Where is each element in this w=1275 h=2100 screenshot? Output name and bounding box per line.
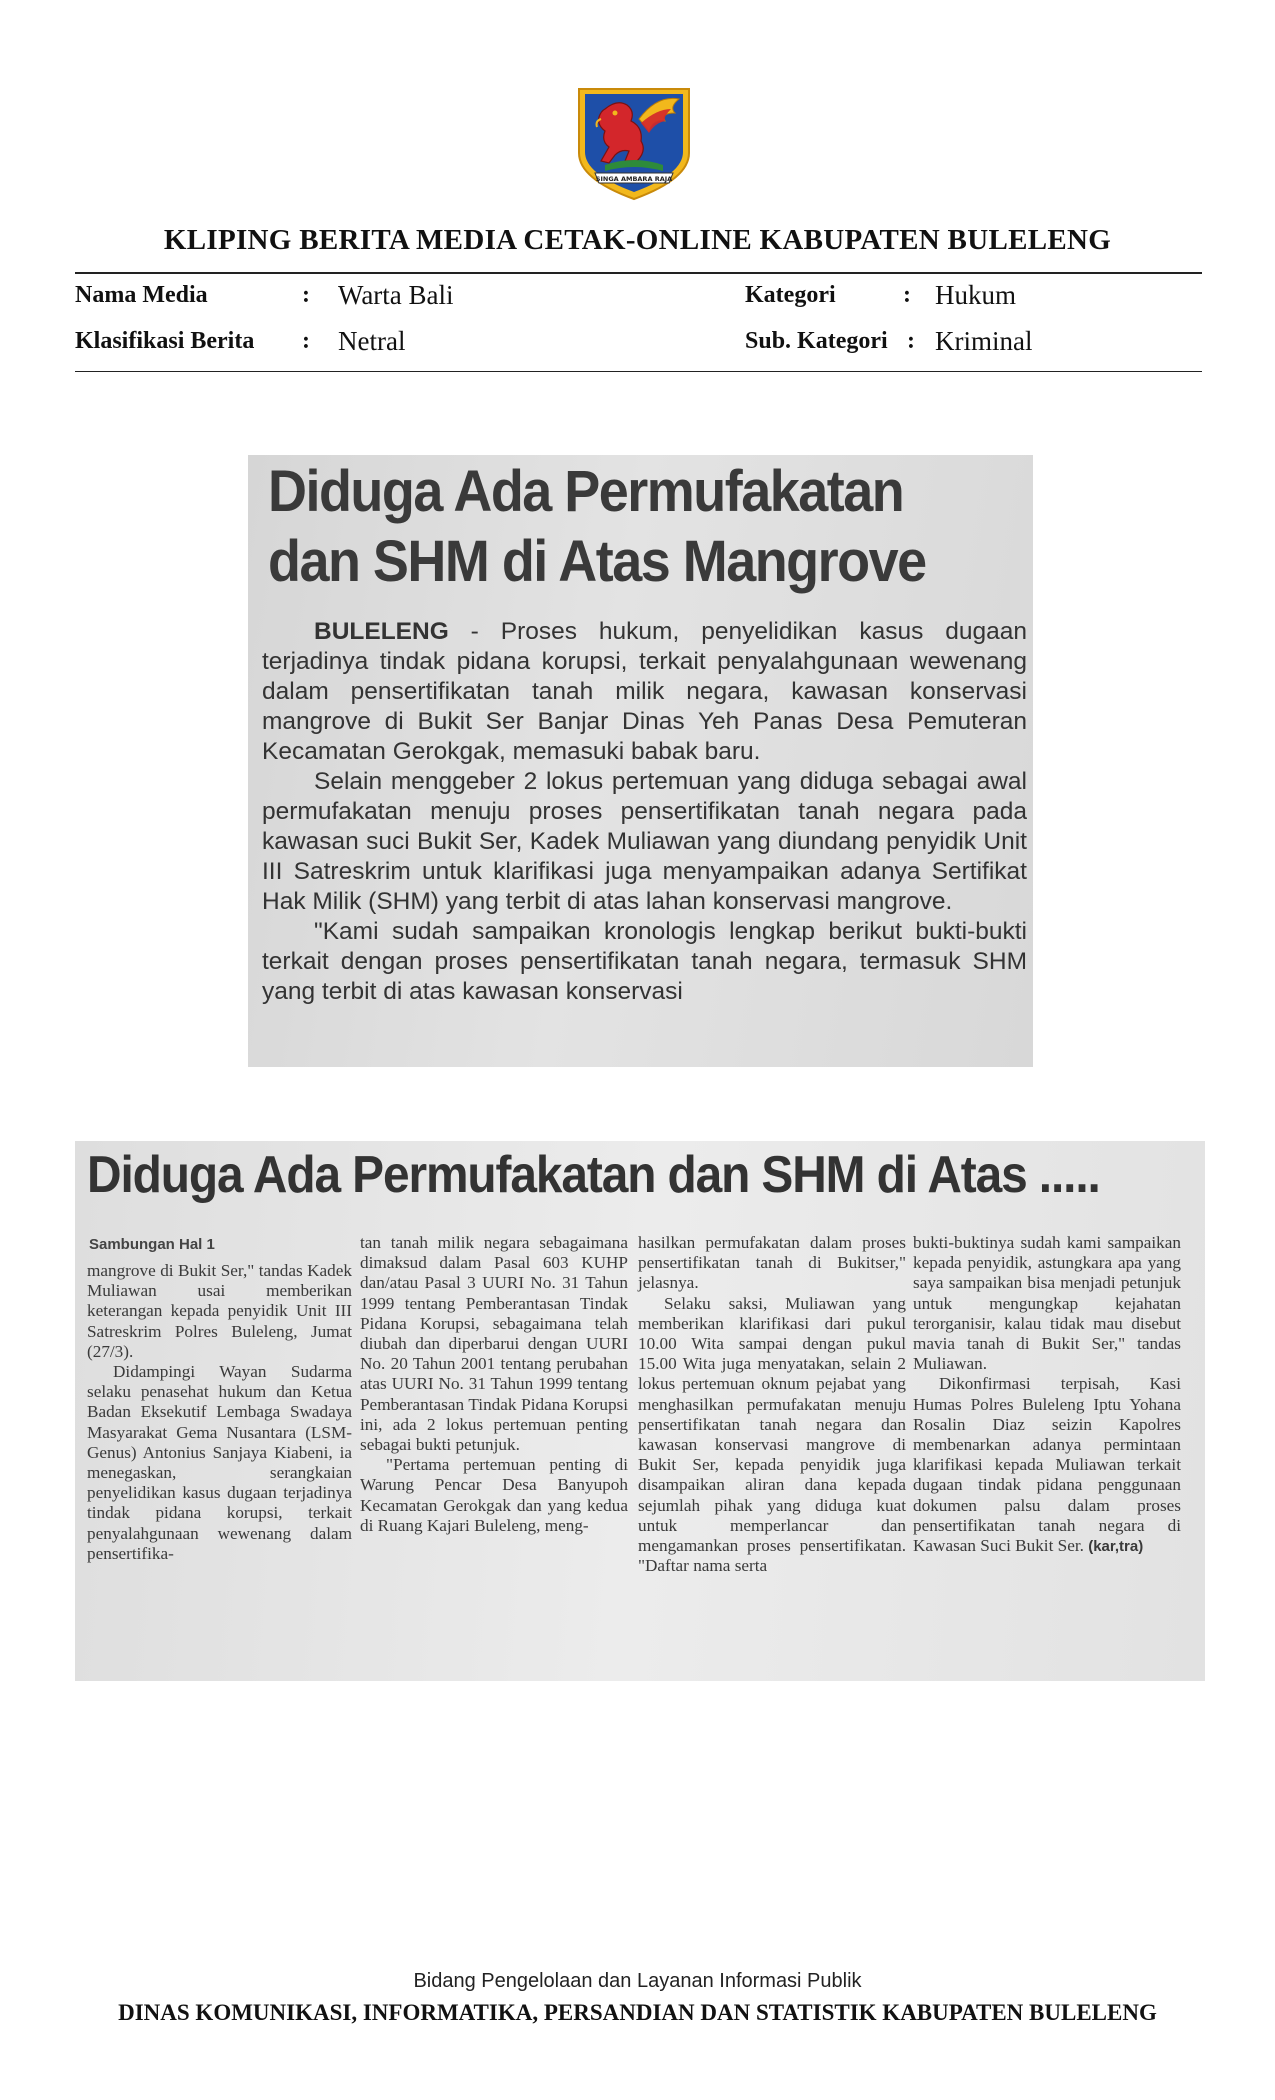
article-column-4 [913, 1233, 1181, 1557]
klasifikasi-label: Klasifikasi Berita [75, 328, 255, 354]
continuation-label: Sambungan Hal 1 [89, 1236, 215, 1253]
news-clipping-front-page [248, 455, 1033, 1067]
clipping-1-paragraph-1-text: - Proses hukum, penyelidikan kasus dugaan terjadinya tindak pidana korupsi, terkait penyalahgunaan wewenang dalam pensertifikatan tanah milik negara, kawasan konservasi mangrove di Bukit Ser Banjar Dinas Yeh Panas Desa Pemuteran Kecamatan Gerokgak, memasuki babak baru. [262, 618, 1027, 765]
column-2-paragraph-1: tan tanah milik negara sebagaimana dimaksud dalam Pasal 603 KUHP dan/atau Pasal 3 UURI No. 31 Tahun 1999 tentang Pemberantasan Tindak Pidana Korupsi, sebagaimana telah diubah dan diperbarui dengan UURI No. 20 Tahun 2001 tentang perubahan atas UURI No. 31 Tahun 1999 tentang Pemberantasan Tindak Pidana Korupsi ini, ada 2 lokus pertemuan penting sebagai bukti petunjuk. [360, 1233, 628, 1455]
header-divider-bottom [75, 371, 1202, 372]
clipping-1-headline-line-2: dan SHM di Atas Mangrove [268, 529, 926, 594]
footer-agency: DINAS KOMUNIKASI, INFORMATIKA, PERSANDIAN DAN STATISTIK KABUPATEN BULELENG [118, 2000, 1157, 2025]
nama-media-label: Nama Media [75, 282, 208, 308]
news-clipping-continuation [75, 1141, 1205, 1681]
column-3-paragraph-1: hasilkan permufakatan dalam proses pensertifikatan tanah di Bukitser," jelasnya. [638, 1233, 906, 1293]
header-divider-top [75, 272, 1202, 274]
column-4-paragraph-2-text: Dikonfirmasi terpisah, Kasi Humas Polres Buleleng Iptu Yohana Rosalin Diaz seizin Kapolres membenarkan adanya permintaan klarifikasi kepada Muliawan terkait dugaan tindak pidana penggunaan dokumen palsu dalam proses pensertifikatan tanah negara di Kawasan Suci Bukit Ser. [913, 1374, 1181, 1556]
article-column-2 [360, 1233, 628, 1536]
footer-division: Bidang Pengelolaan dan Layanan Informasi Publik [413, 1970, 862, 1992]
kategori-label: Kategori [745, 282, 836, 308]
regency-emblem [565, 75, 703, 203]
clipping-1-dateline: BULELENG [314, 618, 449, 645]
meta-colon: : [302, 328, 310, 354]
clipping-1-paragraph-2: Selain menggeber 2 lokus pertemuan yang diduga sebagai awal permufakatan menuju proses pensertifikatan tanah negara pada kawasan suci Bukit Ser, Kadek Muliawan yang diundang penyidik Unit III Satreskrim untuk klarifikasi juga menyampaikan adanya Sertifikat Hak Milik (SHM) yang terbit di atas lahan konservasi mangrove. [262, 768, 1027, 915]
author-initials: (kar,tra) [1088, 1538, 1144, 1556]
clipping-1-paragraph-3: "Kami sudah sampaikan kronologis lengkap berikut bukti-bukti terkait dengan proses pensertifikatan tanah negara, termasuk SHM yang terbit di atas kawasan konservasi [262, 918, 1027, 1005]
kategori-value: Hukum [935, 280, 1016, 310]
emblem-motto: SINGA AMBARA RAJA [595, 175, 673, 183]
meta-colon: : [302, 282, 310, 308]
column-1-paragraph-1: mangrove di Bukit Ser," tandas Kadek Muliawan usai memberikan keterangan kepada penyidik Unit III Satreskrim Polres Buleleng, Jumat (27/3). [87, 1261, 352, 1361]
article-column-1 [87, 1261, 352, 1564]
meta-colon: : [903, 282, 911, 308]
column-3-paragraph-2: Selaku saksi, Muliawan yang memberikan klarifikasi dari pukul 10.00 Wita sampai dengan pukul 15.00 Wita juga menyatakan, selain 2 lokus pertemuan oknum pejabat yang menghasilkan permufakatan menuju pensertifikatan tanah negara dan kawasan konservasi mangrove di Bukit Ser, kepada penyidik juga disampaikan aliran dana kepada sejumlah pihak yang diduga kuat untuk memperlancar dan mengamankan proses pensertifikatan. "Daftar nama serta [638, 1293, 906, 1576]
clipping-1-paragraph-1 [262, 617, 1027, 767]
column-4-paragraph-1: bukti-buktinya sudah kami sampaikan kepada penyidik, astungkara apa yang saya sampaikan bisa menjadi petunjuk untuk mengungkap kejahatan terorganisir, kalau tidak mau disebut mavia tanah di Bukit Ser," tandas Muliawan. [913, 1233, 1181, 1374]
nama-media-value: Warta Bali [338, 280, 454, 310]
buleleng-regency-emblem-icon [565, 75, 703, 203]
clipping-1-headline [268, 457, 975, 597]
meta-row-1 [75, 280, 1202, 320]
sub-kategori-label: Sub. Kategori [745, 328, 888, 354]
column-1-paragraph-2: Didampingi Wayan Sudarma selaku penasehat hukum dan Ketua Badan Eksekutif Lembaga Swadaya Masyarakat Gema Nusantara (LSM-Genus) Antonius Sanjaya Kiabeni, ia menegaskan, serangkaian penyelidikan kasus dugaan terjadinya tindak pidana korupsi, terkait penyalahgunaan wewenang dalam pensertifika- [87, 1362, 352, 1563]
column-2-paragraph-2: "Pertama pertemuan penting di Warung Pencar Desa Banyupoh Kecamatan Gerokgak dan yang kedua di Ruang Kajari Buleleng, meng- [360, 1455, 628, 1535]
meta-row-2 [75, 326, 1202, 366]
clipping-2-headline: Diduga Ada Permufakatan dan SHM di Atas ..... [87, 1146, 1100, 1204]
clipping-1-body [262, 617, 1027, 1007]
klasifikasi-value: Netral [338, 326, 406, 356]
meta-colon: : [907, 328, 915, 354]
column-4-paragraph-2 [913, 1374, 1181, 1557]
clipping-1-headline-line-1: Diduga Ada Permufakatan [268, 459, 904, 524]
article-column-3 [638, 1233, 906, 1576]
sub-kategori-value: Kriminal [935, 326, 1033, 356]
page-title: KLIPING BERITA MEDIA CETAK-ONLINE KABUPATEN BULELENG [163, 224, 1112, 256]
